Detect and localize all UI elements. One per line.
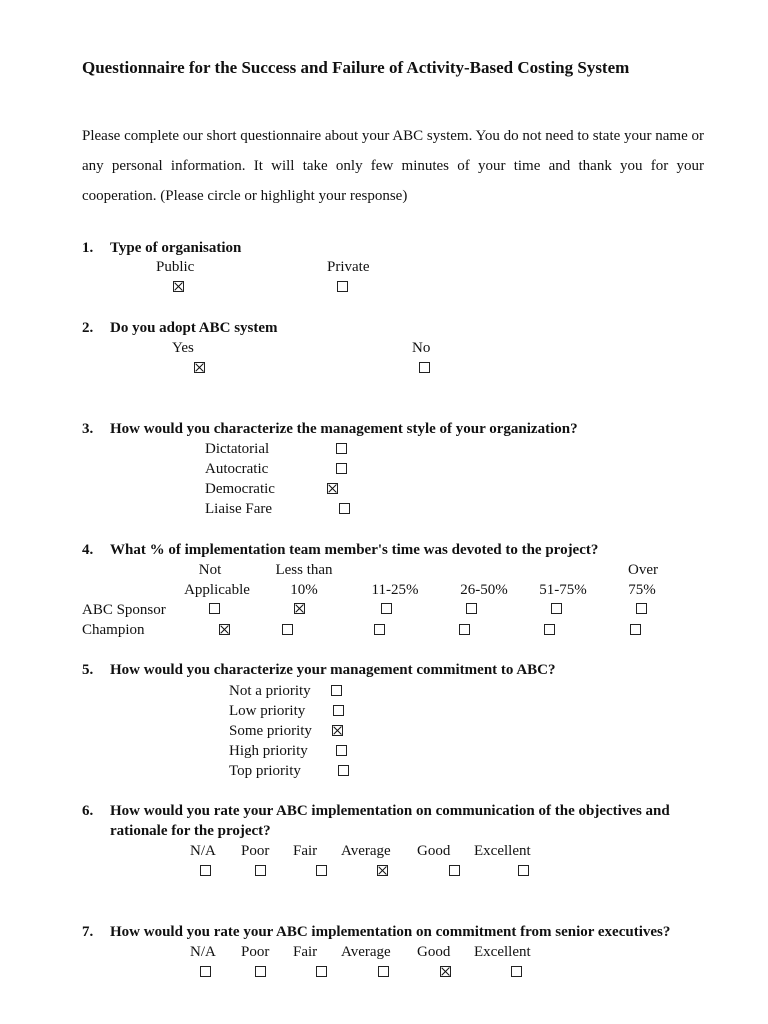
checkbox-champion-over75[interactable] bbox=[630, 624, 641, 635]
column-header-top: Over bbox=[628, 562, 658, 578]
rating-label: Poor bbox=[241, 944, 270, 960]
question-number: 5. bbox=[82, 662, 94, 678]
checkbox-liaise-fare[interactable] bbox=[339, 503, 350, 514]
column-header: 75% bbox=[628, 582, 656, 598]
column-header: 51-75% bbox=[539, 582, 587, 598]
checkbox-sponsor-51-75[interactable] bbox=[551, 603, 562, 614]
checkbox-q6-excellent[interactable] bbox=[518, 865, 529, 876]
rating-label: N/A bbox=[190, 944, 216, 960]
checkbox-not-a-priority[interactable] bbox=[331, 685, 342, 696]
rating-label: Average bbox=[341, 944, 391, 960]
rating-label: Excellent bbox=[474, 944, 531, 960]
rating-label: Fair bbox=[293, 843, 318, 859]
checkbox-q7-average[interactable] bbox=[378, 966, 389, 977]
option-label-yes: Yes bbox=[172, 340, 194, 356]
question-text: What % of implementation team member's time was devoted to the project? bbox=[110, 542, 599, 558]
column-header: Applicable bbox=[184, 582, 250, 598]
checkbox-q6-fair[interactable] bbox=[316, 865, 327, 876]
column-header: 10% bbox=[290, 582, 318, 598]
checkbox-q7-excellent[interactable] bbox=[511, 966, 522, 977]
question-number: 7. bbox=[82, 924, 94, 940]
checkbox-q6-na[interactable] bbox=[200, 865, 211, 876]
question-text-line2: rationale for the project? bbox=[110, 823, 271, 839]
rating-label: Poor bbox=[241, 843, 270, 859]
question-text: How would you characterize the management style of your organization? bbox=[110, 421, 578, 437]
checkbox-q7-good[interactable] bbox=[440, 966, 451, 977]
option-label: Top priority bbox=[229, 763, 301, 779]
checkbox-sponsor-lt10[interactable] bbox=[294, 603, 305, 614]
checkbox-no[interactable] bbox=[419, 362, 430, 373]
checkbox-champion-26-50[interactable] bbox=[459, 624, 470, 635]
rating-label: Average bbox=[341, 843, 391, 859]
question-text: How would you rate your ABC implementation on commitment from senior executives? bbox=[110, 924, 671, 940]
checkbox-top-priority[interactable] bbox=[338, 765, 349, 776]
checkbox-q6-good[interactable] bbox=[449, 865, 460, 876]
option-label: Dictatorial bbox=[205, 441, 270, 457]
checkbox-champion-11-25[interactable] bbox=[374, 624, 385, 635]
checkbox-sponsor-over75[interactable] bbox=[636, 603, 647, 614]
checkbox-q6-poor[interactable] bbox=[255, 865, 266, 876]
question-number: 2. bbox=[82, 320, 94, 336]
column-header: 26-50% bbox=[460, 582, 508, 598]
rating-label: Good bbox=[417, 944, 451, 960]
question-text: Do you adopt ABC system bbox=[110, 320, 278, 336]
checkbox-q7-fair[interactable] bbox=[316, 966, 327, 977]
checkbox-democratic[interactable] bbox=[327, 483, 338, 494]
checkbox-high-priority[interactable] bbox=[336, 745, 347, 756]
question-number: 3. bbox=[82, 421, 94, 437]
intro-paragraph: Please complete our short questionnaire about your ABC system. You do not need to state your name or any personal information. It will take only few minutes of your time and thank you for your cooperation. (Please circle or highlight your response) bbox=[82, 128, 704, 204]
rating-label: Excellent bbox=[474, 843, 531, 859]
question-text: Type of organisation bbox=[110, 240, 242, 256]
checkbox-q7-poor[interactable] bbox=[255, 966, 266, 977]
checkbox-sponsor-26-50[interactable] bbox=[466, 603, 477, 614]
option-label-no: No bbox=[412, 340, 431, 356]
rating-label: N/A bbox=[190, 843, 216, 859]
row-label-abc-sponsor: ABC Sponsor bbox=[82, 602, 166, 618]
checkbox-low-priority[interactable] bbox=[333, 705, 344, 716]
question-text: How would you characterize your management commitment to ABC? bbox=[110, 662, 556, 678]
column-header-top: Not bbox=[198, 562, 222, 578]
checkbox-q7-na[interactable] bbox=[200, 966, 211, 977]
checkbox-champion-lt10[interactable] bbox=[282, 624, 293, 635]
checkbox-champion-na[interactable] bbox=[219, 624, 230, 635]
checkbox-sponsor-na[interactable] bbox=[209, 603, 220, 614]
option-label: Some priority bbox=[229, 723, 312, 739]
page-title: Questionnaire for the Success and Failure of Activity-Based Costing System bbox=[82, 58, 630, 77]
option-label: Low priority bbox=[229, 703, 306, 719]
option-label: Liaise Fare bbox=[205, 501, 273, 517]
option-label: Autocratic bbox=[205, 461, 269, 477]
rating-label: Fair bbox=[293, 944, 318, 960]
option-label-private: Private bbox=[327, 259, 370, 275]
option-label: Democratic bbox=[205, 481, 275, 497]
question-number: 1. bbox=[82, 240, 94, 256]
row-label-champion: Champion bbox=[82, 622, 145, 638]
checkbox-sponsor-11-25[interactable] bbox=[381, 603, 392, 614]
column-header: 11-25% bbox=[371, 582, 419, 598]
checkbox-public[interactable] bbox=[173, 281, 184, 292]
checkbox-dictatorial[interactable] bbox=[336, 443, 347, 454]
option-label: Not a priority bbox=[229, 683, 311, 699]
option-label-public: Public bbox=[156, 259, 195, 275]
rating-label: Good bbox=[417, 843, 451, 859]
option-label: High priority bbox=[229, 743, 308, 759]
question-number: 4. bbox=[82, 542, 94, 558]
question-number: 6. bbox=[82, 803, 94, 819]
checkbox-champion-51-75[interactable] bbox=[544, 624, 555, 635]
checkbox-private[interactable] bbox=[337, 281, 348, 292]
checkbox-autocratic[interactable] bbox=[336, 463, 347, 474]
question-text-line1: How would you rate your ABC implementation on communication of the objectives and bbox=[110, 803, 670, 819]
column-header-top: Less than bbox=[275, 562, 333, 578]
checkbox-yes[interactable] bbox=[194, 362, 205, 373]
checkbox-some-priority[interactable] bbox=[332, 725, 343, 736]
checkbox-q6-average[interactable] bbox=[377, 865, 388, 876]
